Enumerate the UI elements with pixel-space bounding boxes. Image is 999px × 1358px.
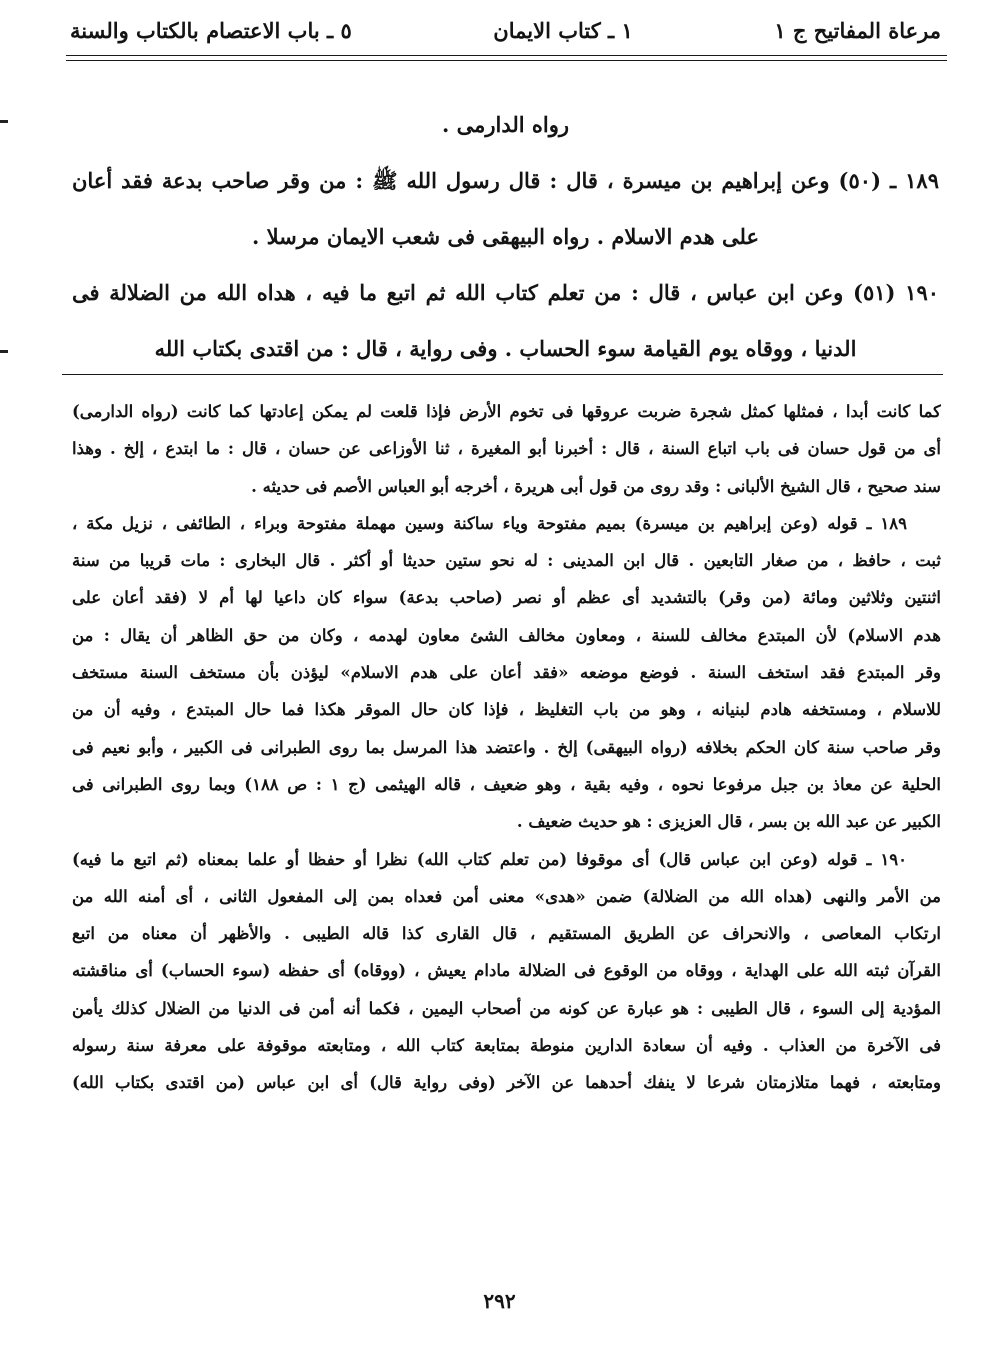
hadith-text <box>72 100 939 373</box>
main-line: ١٩٠ (٥١) وعن ابن عباس ، قال : من تعلم كتاب الله ثم اتبع ما فيه ، هداه الله من الضلالة فى <box>72 280 939 305</box>
commentary-line: ثبت ، حافظ ، من صغار التابعين . قال ابن المدينى : له نحو ستين حديثا أو أكثر . قال البخارى : مات قريبا من سنة <box>72 551 941 571</box>
commentary-line: ومتابعته ، فهما متلازمتان شرعا لا ينفك أحدهما عن الآخر (وفى رواية قال) أى ابن عباس (من اقتدى بكتاب الله) <box>72 1073 941 1093</box>
main-line: ١٨٩ ـ (٥٠) وعن إبراهيم بن ميسرة ، قال : قال رسول الله ﷺ : من وقر صاحب بدعة فقد أعان <box>72 168 939 193</box>
commentary-line: كما كانت أبدا ، فمثلها كمثل شجرة ضربت عروقها فى تخوم الأرض فإذا قلعت لم يمكن إعادتها كما كانت (رواه الدارمى) <box>72 402 941 421</box>
header-rule-bottom <box>66 60 947 61</box>
page-number: ٢٩٢ <box>483 1289 516 1313</box>
commentary-line: ١٩٠ ـ قوله (وعن ابن عباس قال) أى موقوفا (من تعلم كتاب الله) نظرا أو حفظا أو علما بمعناه (ثم اتبع ما فيه) <box>72 849 907 869</box>
running-header <box>70 12 941 48</box>
commentary-line: من الأمر والنهى (هداه الله من الضلالة) ضمن «هدى» معنى أمن فعداه بمن إلى المفعول الثانى ، أى أمنه الله من <box>72 886 941 906</box>
margin-mark <box>0 120 8 123</box>
header-section: ٥ ـ باب الاعتصام بالكتاب والسنة <box>70 17 352 43</box>
commentary-line: القرآن ثبته الله على الهداية ، ووقاه من الوقوع فى الضلالة مادام يعيش ، (ووقاه) أى حفظه (سوء الحساب) أى مناقشته <box>72 961 941 981</box>
commentary-line: المؤدية إلى السوء ، قال الطيبى : هو عبارة عن كونه من أصحاب اليمين ، فكما أنه أمن فى الدنيا من الضلال كذلك يأمن <box>72 998 941 1018</box>
commentary-line: اثنتين وثلاثين ومائة (من وقر) بالتشديد أى عظم أو نصر (صاحب بدعة) سواء كان داعيا لها أم لا (فقد أعان على <box>72 588 941 608</box>
commentary-separator <box>62 374 943 375</box>
commentary-line: فى الآخرة من العذاب . وفيه أن سعادة الدارين منوطة بمتابعة كتاب الله ، ومتابعته موقوفة على معرفة سنة رسوله <box>72 1036 941 1056</box>
header-rule-top <box>66 55 947 56</box>
margin-mark <box>0 350 8 353</box>
commentary-text <box>72 393 941 1102</box>
commentary-line: هدم الاسلام) لأن المبتدع مخالف للسنة ، ومعاون مخالف الشئ معاون لهدمه ، وكان من حق الظاهر أن يقال : من <box>72 625 941 645</box>
main-line: رواه الدارمى . <box>441 112 570 137</box>
commentary-line: سند صحيح ، قال الشيخ الألبانى : وقد روى من قول أبى هريرة ، أخرجه أبو العباس الأصم فى حديثه . <box>251 476 941 496</box>
commentary-line: للاسلام ، ومستخفه هادم لبنيانه ، وهو من باب التغليظ ، فإذا كان حال الموقر هكذا فما حال المبتدع ، وفيه أن من <box>72 700 941 720</box>
commentary-line: ارتكاب المعاصى ، والانحراف عن الطريق المستقيم ، قال القارى كذا قاله الطيبى . والأظهر أن معناه من اتبع <box>72 924 941 944</box>
commentary-line: ١٨٩ ـ قوله (وعن إبراهيم بن ميسرة) بميم مفتوحة وياء ساكنة وسين مهملة مفتوحة وبراء ، الطائفى ، نزيل مكة ، <box>72 513 907 533</box>
header-book-title: مرعاة المفاتيح ج ١ <box>774 17 941 43</box>
commentary-line: أى من قول حسان فى باب اتباع السنة ، قال : أخبرنا أبو المغيرة ، ثنا الأوزاعى عن حسان ، قال : ما ابتدع ، إلخ . وهذا <box>72 439 941 459</box>
main-line: الدنيا ، ووقاه يوم القيامة سوء الحساب . وفى رواية ، قال : من اقتدى بكتاب الله <box>154 336 857 361</box>
header-chapter: ١ ـ كتاب الايمان <box>493 17 633 43</box>
commentary-line: الحلية عن معاذ بن جبل مرفوعا نحوه ، وفيه بقية ، وهو ضعيف ، قاله الهيثمى (ج ١ : ص ١٨٨) وبما روى الطبرانى فى <box>72 774 941 794</box>
commentary-line: وقر صاحب سنة كان الحكم بخلافه (رواه البيهقى) إلخ . واعتضد هذا المرسل بما روى الطبرانى فى الكبير ، وأبو نعيم فى <box>72 737 941 757</box>
main-line: على هدم الاسلام . رواه البيهقى فى شعب الايمان مرسلا . <box>251 224 760 249</box>
commentary-line: وقر المبتدع فقد استخف السنة . فوضع موضعه «فقد أعان على هدم الاسلام» ليؤذن بأن مستخف السنة مستخف <box>72 663 941 683</box>
commentary-line: الكبير عن عبد الله بن بسر ، قال العزيزى : هو حديث ضعيف . <box>516 812 941 832</box>
